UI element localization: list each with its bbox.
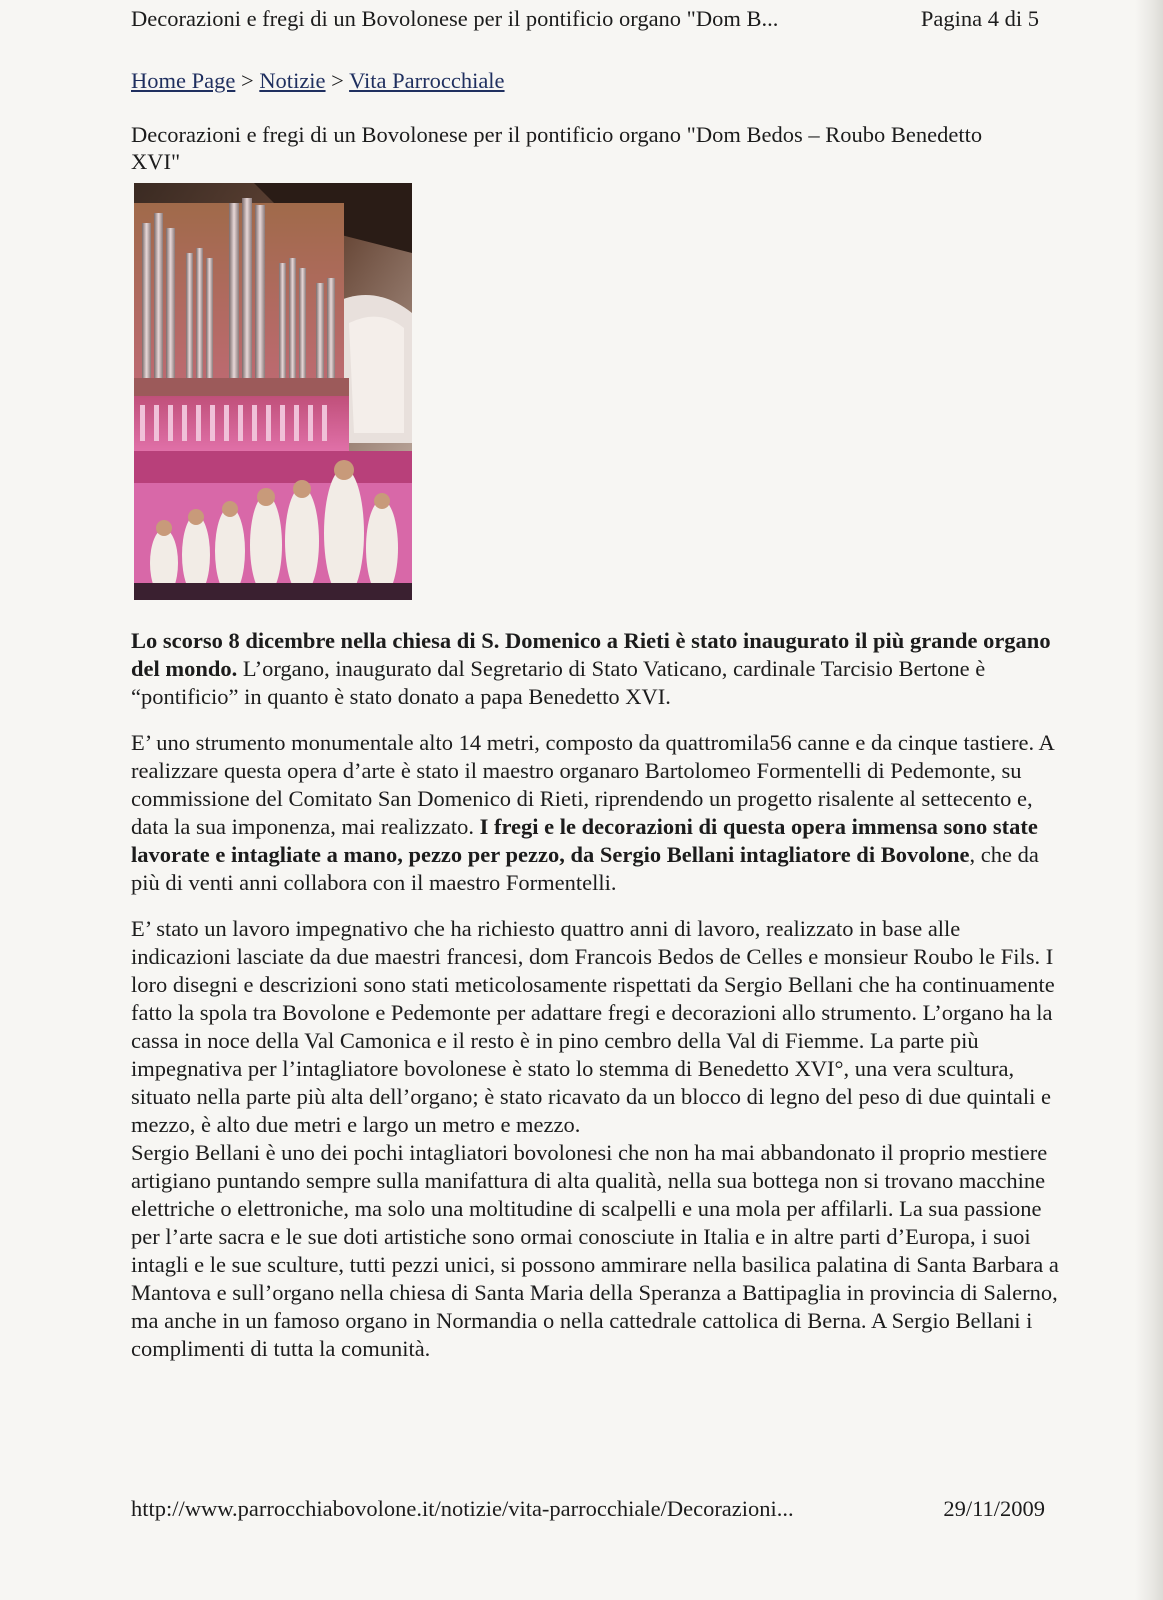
- breadcrumb-separator: >: [240, 68, 254, 93]
- paragraph-text: E’ uno strumento monumentale alto 14 metri, composto da quattromila56 canne e da cinque tastiere. A realizzare questa opera d’arte è stato il maestro organaro Bartolomeo Formentelli di Pedemonte, su commissione del Comitato San Domenico di Rieti, riprendendo un progetto risalente al settecento e, data la sua imponenza, mai realizzato.: [131, 730, 1054, 839]
- page-indicator: Pagina 4 di 5: [920, 6, 1039, 31]
- paragraph: [131, 627, 1061, 711]
- paragraph-text: L’organo, inaugurato dal Segretario di Stato Vaticano, cardinale Tarcisio Bertone è “pontificio” in quanto è stato donato a papa Benedetto XVI.: [131, 656, 986, 709]
- breadcrumb-news-link[interactable]: Notizie: [259, 68, 326, 93]
- scan-edge-shadow: [1135, 0, 1163, 1600]
- paragraph: Sergio Bellani è uno dei pochi intagliatori bovolonesi che non ha mai abbandonato il proprio mestiere artigiano puntando sempre sulla manifattura di alta qualità, nella sua bottega non si trovano macchine elettriche o elettroniche, ma solo una moltitudine di scalpelli e una mola per affilarli. La sua passione per l’arte sacra e le sue doti artistiche sono ormai conosciute in Italia e in altre parti d’Europa, i suoi intagli e le sue sculture, tutti pezzi unici, si possono ammirare nella basilica palatina di Santa Barbara a Mantova e sull’organo nella chiesa di Santa Maria della Speranza a Battipaglia in provincia di Salerno, ma anche in un famoso organo in Normandia o nella cattedrale cattolica di Berna. A Sergio Bellani i complimenti di tutta la comunità.: [131, 1140, 1059, 1361]
- breadcrumb-home-link[interactable]: Home Page: [131, 68, 236, 93]
- paragraph: [131, 729, 1061, 897]
- organ-photo: [134, 183, 412, 600]
- page-url: http://www.parrocchiabovolone.it/notizie/vita-parrocchiale/Decorazioni...: [131, 1496, 794, 1521]
- breadcrumb-section-link[interactable]: Vita Parrocchiale: [349, 68, 505, 93]
- article-body: [131, 627, 1061, 1363]
- paragraph-bold-text: I fregi e le decorazioni di questa opera immensa sono state lavorate e intagliate a mano, pezzo per pezzo, da Sergio Bellani intagliatore di Bovolone: [131, 814, 1038, 867]
- paragraph-text: , che da più di venti anni collabora con il maestro Formentelli.: [131, 842, 1039, 895]
- article-title: Decorazioni e fregi di un Bovolonese per il pontificio organo "Dom Bedos – Roubo Benedetto XVI": [131, 122, 983, 174]
- breadcrumb-separator: >: [331, 68, 344, 93]
- breadcrumb: [131, 68, 505, 94]
- paragraph-bold-lead: Lo scorso 8 dicembre nella chiesa di S. Domenico a Rieti è stato inaugurato il più grande organo del mondo.: [131, 628, 1051, 681]
- print-date: 29/11/2009: [943, 1496, 1045, 1521]
- paragraph: E’ stato un lavoro impegnativo che ha richiesto quattro anni di lavoro, realizzato in base alle indicazioni lasciate da due maestri francesi, dom Francois Bedos de Celles e monsieur Roubo le Fils. I loro disegni e descrizioni sono stati meticolosamente rispettati da Sergio Bellani che ha continuamente fatto la spola tra Bovolone e Pedemonte per adattare fregi e decorazioni allo strumento. L’organo ha la cassa in noce della Val Camonica e il resto è in pino cembro della Val di Fiemme. La parte più impegnativa per l’intagliatore bovolonese è stato lo stemma di Benedetto XVI°, una vera scultura, situato nella parte più alta dell’organo; è stato ricavato da un blocco di legno del peso di due quintali e mezzo, è alto due metri e largo un metro e mezzo.: [131, 916, 1055, 1137]
- print-header-title: Decorazioni e fregi di un Bovolonese per il pontificio organo "Dom B...: [131, 6, 779, 31]
